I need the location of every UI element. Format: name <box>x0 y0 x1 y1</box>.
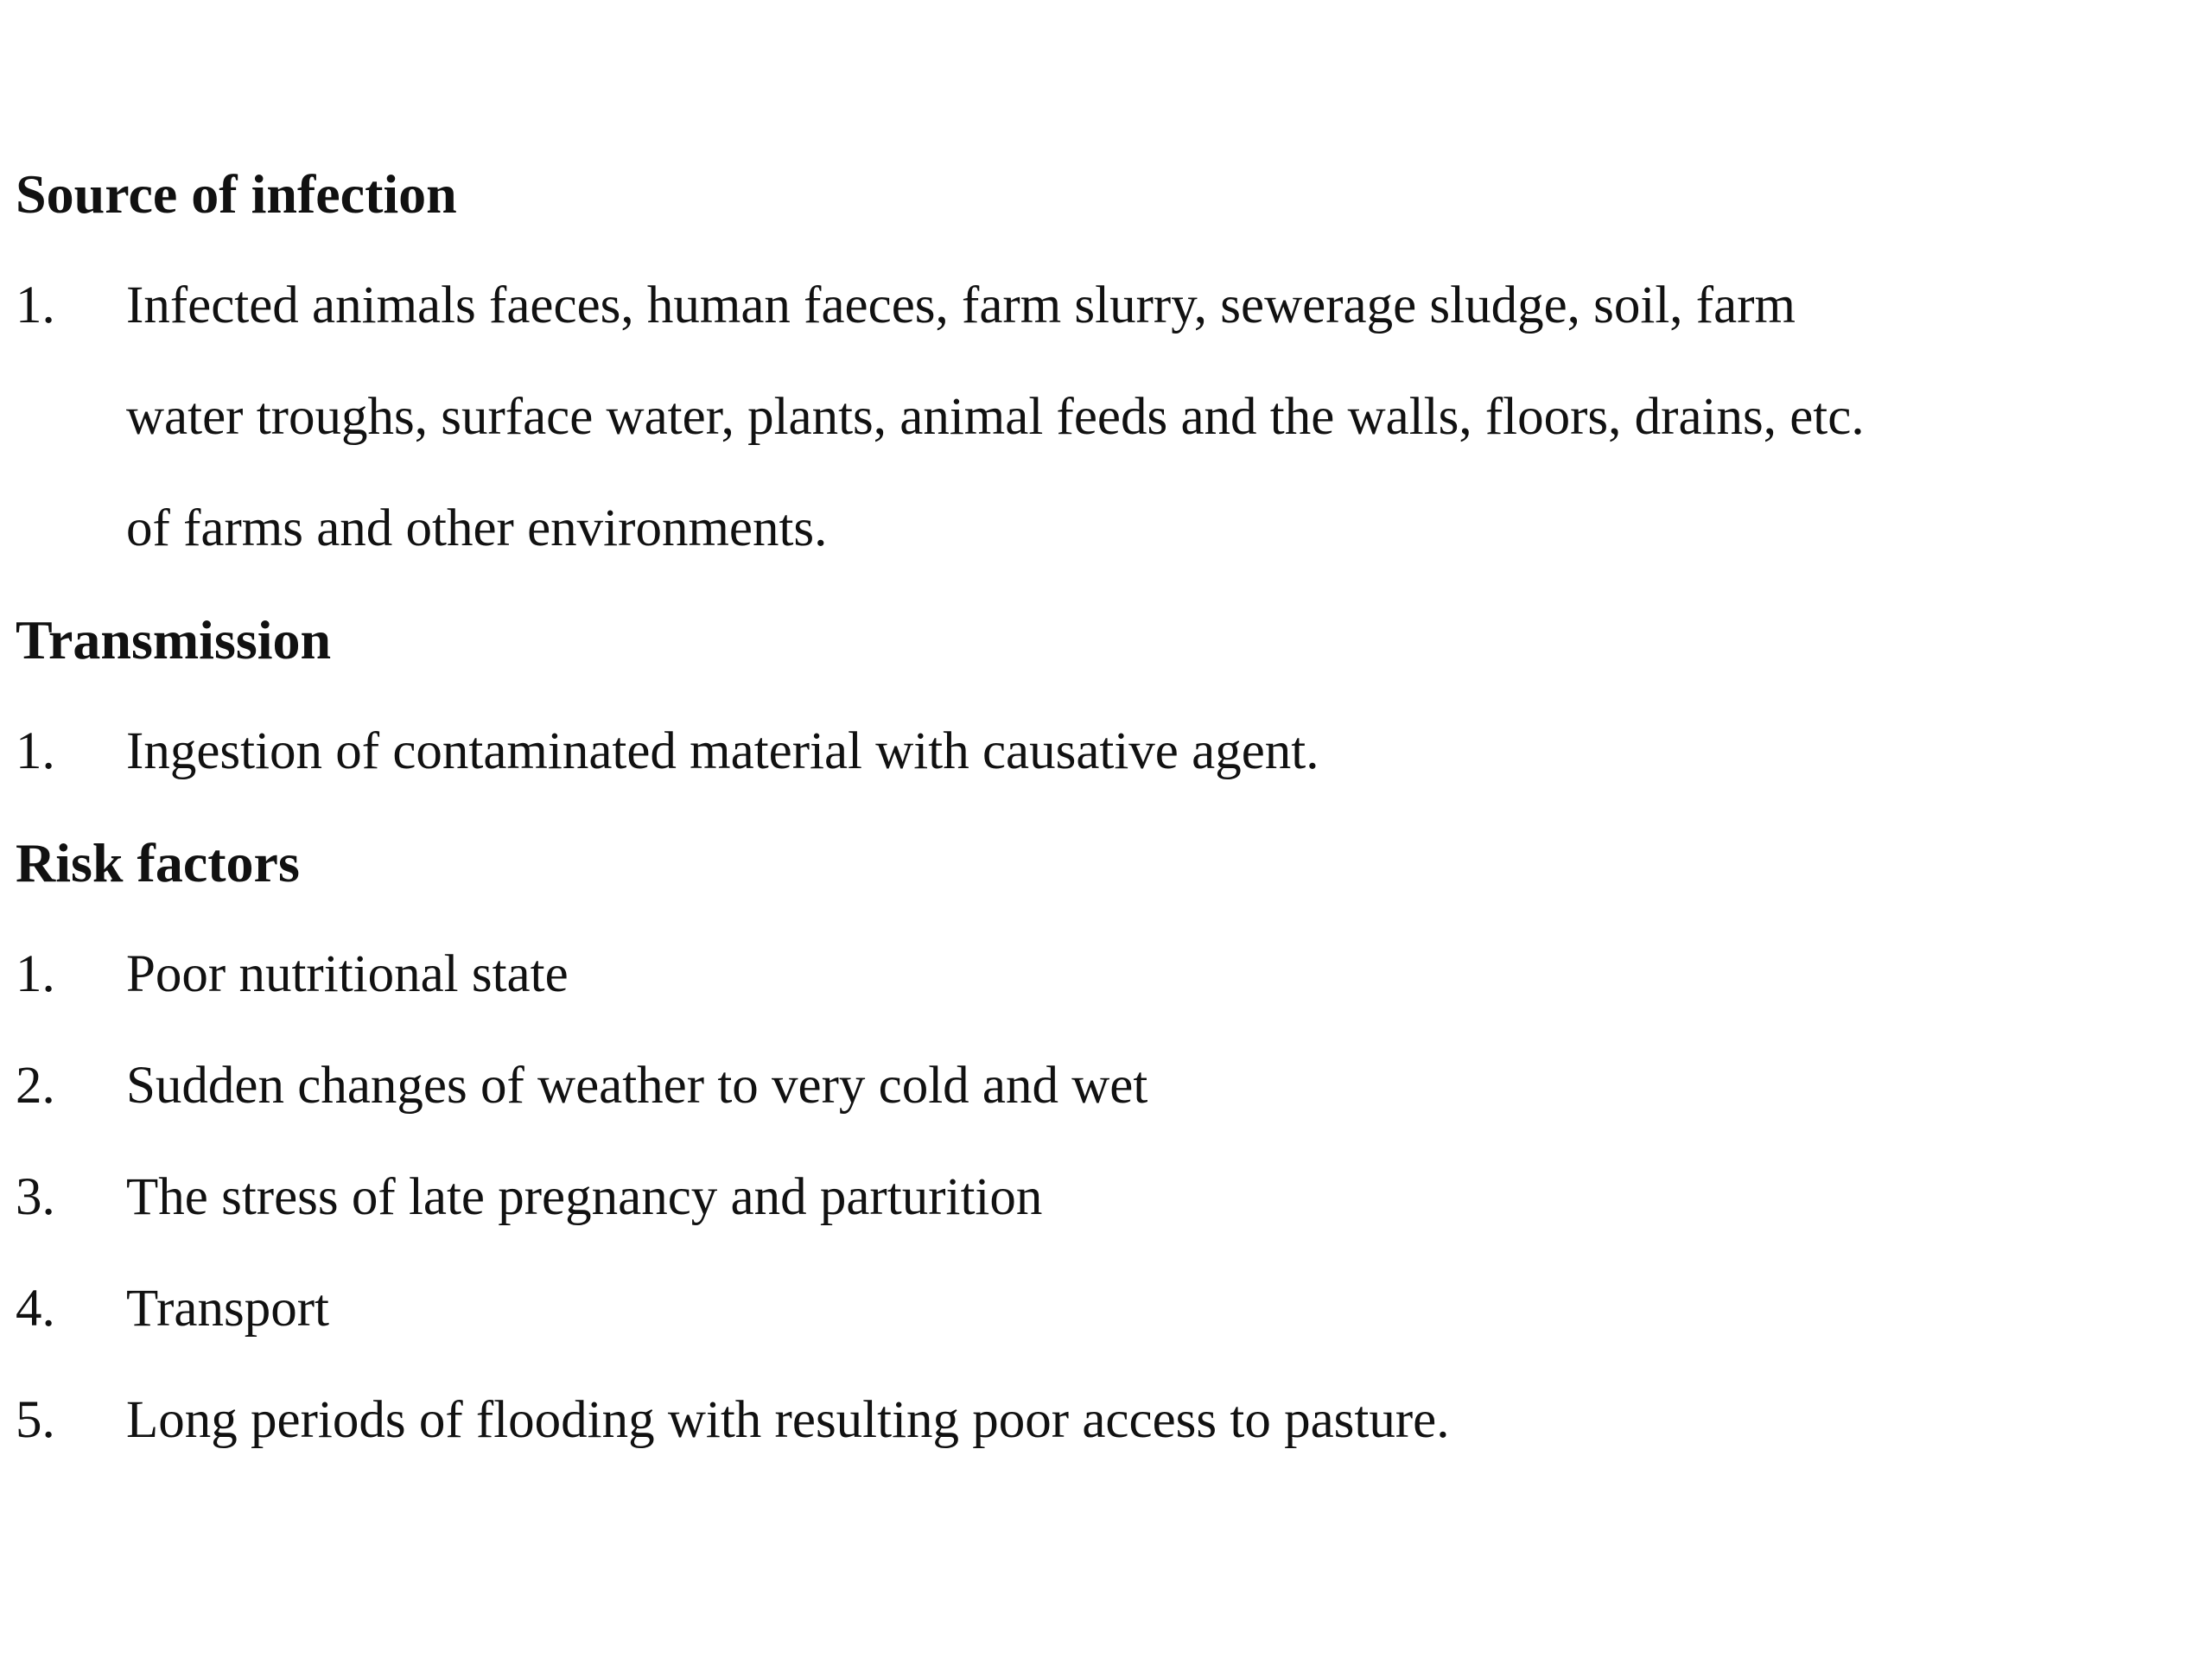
section-source-of-infection <box>16 138 2193 584</box>
list-item-text <box>126 1141 2200 1253</box>
list-item-number: 4. <box>16 1280 55 1338</box>
list-item-number: 5. <box>16 1391 55 1449</box>
list-item-line: Long periods of flooding with resulting poor access to pasture. <box>126 1391 1450 1449</box>
list-item <box>16 1364 2193 1476</box>
section-heading: Source of infection <box>16 163 457 225</box>
list-item <box>16 1030 2193 1141</box>
list-item <box>16 918 2193 1030</box>
list-item-text <box>126 696 2200 807</box>
list-item-text <box>126 918 2200 1030</box>
section-transmission <box>16 584 2193 807</box>
list-item <box>16 250 2193 584</box>
list-item-line: Infected animals faeces, human faeces, farm slurry, sewerage sludge, soil, farm <box>126 276 1796 334</box>
list-item-text <box>126 1030 2200 1141</box>
list-item-text <box>126 1253 2200 1364</box>
list-item <box>16 1141 2193 1253</box>
list-item-line: water troughs, surface water, plants, animal feeds and the walls, floors, drains, etc. <box>126 388 1865 446</box>
list-item-number: 1. <box>16 722 55 780</box>
list-item-number: 2. <box>16 1057 55 1115</box>
list-item-number: 1. <box>16 276 55 334</box>
list-item-line: Ingestion of contaminated material with causative agent. <box>126 722 1319 780</box>
list-item-line: of farms and other environments. <box>126 499 828 557</box>
list-item <box>16 1253 2193 1364</box>
list-item-line: Sudden changes of weather to very cold and wet <box>126 1057 1148 1115</box>
list-item-number: 3. <box>16 1168 55 1226</box>
section-risk-factors <box>16 807 2193 1476</box>
list-item-text <box>126 1364 2200 1476</box>
section-heading: Risk factors <box>16 832 300 893</box>
document-page <box>16 138 2193 1476</box>
list-item <box>16 696 2193 807</box>
list-item-line: The stress of late pregnancy and parturition <box>126 1168 1043 1226</box>
list-item-line: Transport <box>126 1280 330 1338</box>
section-heading: Transmission <box>16 609 332 671</box>
list-item-number: 1. <box>16 945 55 1003</box>
list-item-line: Poor nutritional state <box>126 945 569 1003</box>
list-item-text <box>126 250 2200 584</box>
